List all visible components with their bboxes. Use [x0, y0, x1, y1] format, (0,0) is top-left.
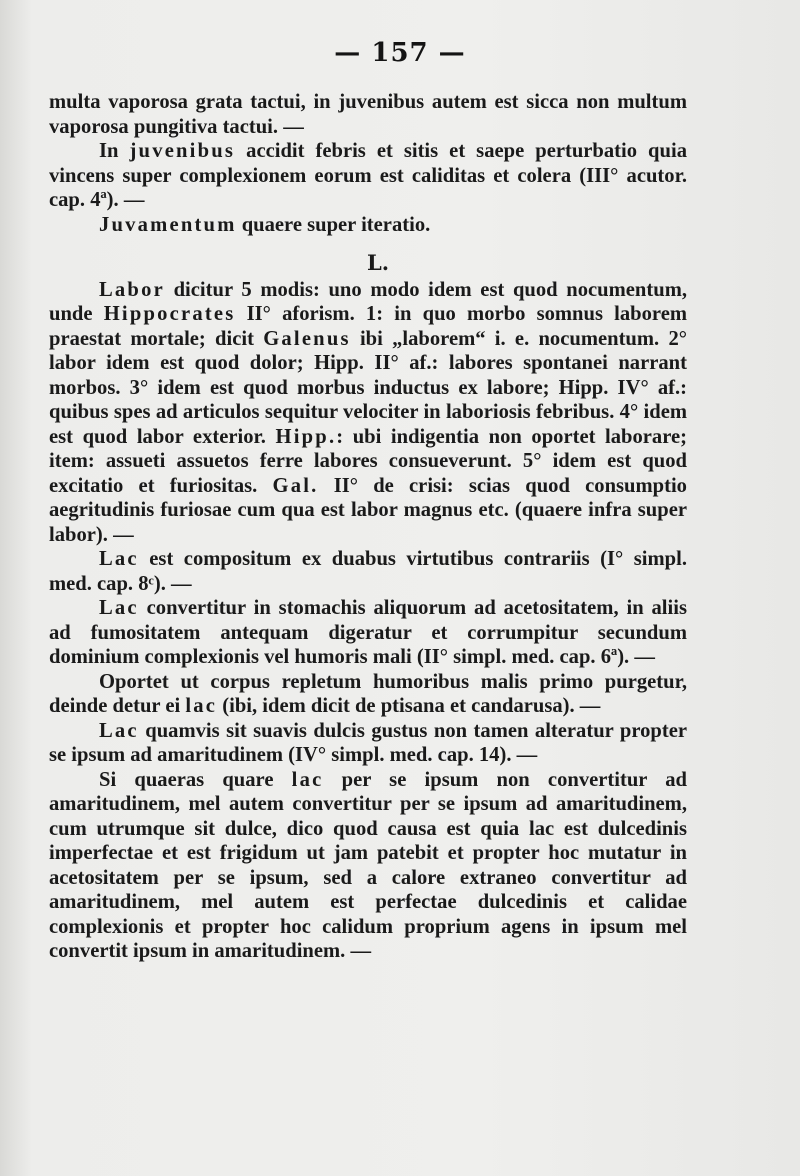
page-text	[49, 90, 687, 964]
spaced-term: Lac	[99, 548, 139, 570]
text-run: II° de crisi: scias quod consumptio aegritudinis furiosae cum qua est labor magnus etc. (quaere infra super labor). —	[49, 474, 687, 546]
text-run: per se ipsum non convertitur ad amaritudinem, mel autem convertitur per se ipsum ad amaritudinem, cum utrumque sit dulce, dico quod causa est quia lac est dulcedinis imperfectae et est frigidum ut jam patebit et propter hoc mutatur in acetositatem per se ipsum, sed a calore extraneo convertitur ad amaritudinem, mel autem est perfectae dulcedinis et calidae complexionis et propter hoc calidum proprium agens in ipsum mel convertit ipsum in amaritudinem. —	[49, 768, 687, 962]
spaced-term: Labor	[99, 278, 165, 301]
paragraph-2	[49, 139, 687, 213]
spaced-term: Gal.	[272, 474, 319, 497]
text-run: Oportet ut corpus repletum humoribus malis primo purgetur, deinde detur ei	[49, 670, 687, 717]
paragraph-5	[49, 547, 687, 596]
text-run: quaere super iteratio.	[236, 213, 431, 236]
spaced-term: lac	[185, 695, 218, 717]
text-run: Si quaeras quare	[99, 768, 292, 791]
spaced-term: Juvamentum	[99, 213, 237, 236]
text-run: est compositum ex duabus virtutibus contrariis (I° simpl. med. cap. 8ᶜ). —	[49, 548, 687, 595]
page-number: — 157 —	[334, 38, 466, 68]
paragraph-6	[49, 596, 687, 670]
section-heading: L.	[366, 250, 390, 275]
text-run: : ubi indigentia non oportet laborare; item: assueti assuetos ferre labores consueverunt. 5° idem est quod excitatio et furiositas.	[49, 425, 687, 497]
text-run: convertitur in stomachis aliquorum ad acetositatem, in aliis ad fumositatem antequam digeratur et corrumpitur secundum dominium complexionis vel humoris mali (II° simpl. med. cap. 6ª). —	[49, 597, 687, 668]
spaced-term: Galenus	[263, 327, 351, 350]
text-run: (ibi, idem dicit de ptisana et candarusa). —	[217, 695, 601, 717]
paragraph-4	[49, 278, 687, 548]
text-run: quamvis sit suavis dulcis gustus non tamen alteratur propter se ipsum ad amaritudinem (IV° simpl. med. cap. 14). —	[49, 719, 687, 766]
paragraph-3	[49, 213, 687, 238]
text-run: II° aforism. 1: in quo morbo somnus laborem praestat mortale; dicit	[49, 303, 687, 350]
text-run: dicitur 5 modis: uno modo idem est quod nocumentum, unde	[49, 278, 687, 325]
paragraph-8	[49, 719, 687, 768]
paragraph-1	[49, 90, 687, 139]
spaced-term: lac	[291, 768, 324, 791]
paragraph-7	[49, 670, 687, 719]
text-run: accidit febris et sitis et saepe perturbatio quia vincens super complexionem eorum est caliditas et colera (III° acutor. cap. 4ª). —	[49, 140, 687, 211]
paragraph-9	[49, 768, 687, 964]
spaced-term: juvenibus	[129, 140, 236, 162]
text-run: multa vaporosa grata tactui, in juvenibus autem est sicca non multum vaporosa pungitiva tactui. —	[49, 91, 687, 138]
spaced-term: Hipp.	[275, 425, 337, 448]
spaced-term: Lac	[99, 719, 139, 742]
text-run: ibi „laborem“ i. e. nocumentum. 2° labor idem est quod dolor; Hipp. II° af.: labores spontanei narrant morbos. 3° idem est quod morbus inductus ex labore; Hipp. IV° af.: quibus spes ad articulos sequitur velociter in laboriosis febribus. 4° idem est quod labor exterior.	[49, 327, 687, 448]
spaced-term: Lac	[99, 597, 139, 619]
text-run: In	[99, 140, 130, 162]
spaced-term: Hippocrates	[103, 303, 236, 325]
